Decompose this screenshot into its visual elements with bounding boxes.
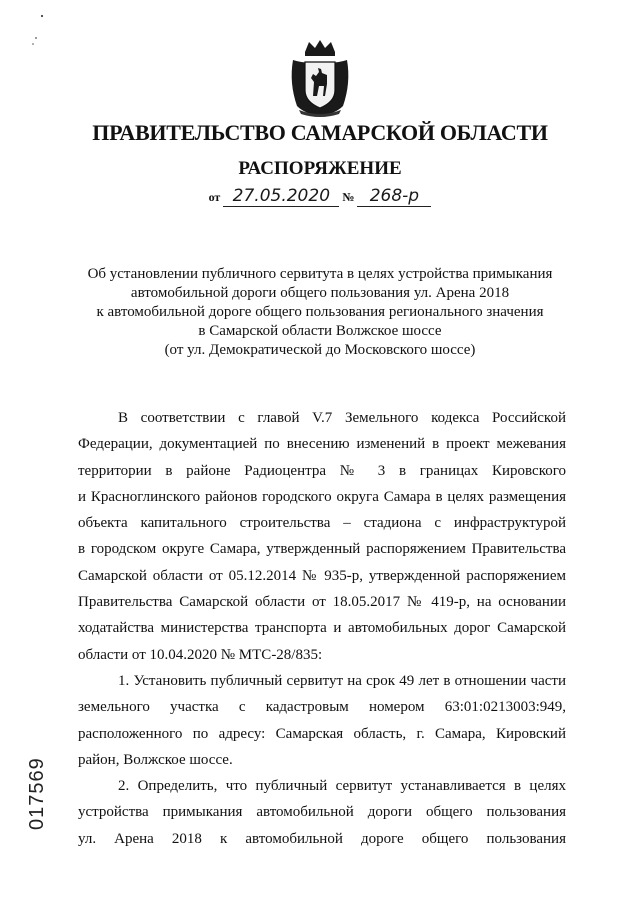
document-date: 27.05.2020 — [223, 186, 339, 207]
preamble-paragraph — [78, 405, 566, 668]
body-line: Самарской области от 05.12.2014 № 935-р, утвержденной распоряжением — [78, 567, 566, 584]
clause-2-paragraph — [78, 773, 566, 852]
subject-line: в Самарской области Волжское шоссе — [198, 323, 442, 339]
body-line: в городском округе Самара, утвержденный распоряжением Правительства — [78, 541, 566, 558]
body-line: территории в районе Радиоцентра № 3 в границах Кировского — [78, 462, 566, 479]
number-prefix: № — [342, 190, 355, 204]
registration-number: 017569 — [26, 757, 48, 830]
document-body — [78, 405, 566, 852]
body-line: объекта капитального строительства – стадиона с инфраструктурой — [78, 515, 566, 532]
clause-1-paragraph — [78, 668, 566, 773]
subject-line: к автомобильной дороге общего пользования регионального значения — [96, 304, 544, 320]
body-line: В соответствии с главой V.7 Земельного кодекса Российской — [118, 410, 566, 426]
body-line: район, Волжское шоссе. — [78, 751, 233, 768]
body-line: земельного участка с кадастровым номером 63:01:0213003:949, — [78, 699, 566, 716]
document-subject — [60, 265, 580, 360]
body-line: Правительства Самарской области от 18.05.2017 № 419-р, на основании — [78, 594, 566, 611]
document-number: 268-р — [357, 186, 431, 207]
body-line: ходатайства министерства транспорта и автомобильных дорог Самарской — [78, 620, 566, 637]
organization-title: ПРАВИТЕЛЬСТВО САМАРСКОЙ ОБЛАСТИ — [92, 120, 548, 145]
date-number-line — [0, 186, 640, 207]
body-line: и Красноглинского районов городского округа Самара в целях размещения — [78, 488, 566, 505]
samara-coat-of-arms-icon — [285, 38, 355, 118]
date-prefix: от — [208, 190, 221, 204]
body-line: области от 10.04.2020 № МТС-28/835: — [78, 646, 323, 663]
body-line: 1. Установить публичный сервитут на срок 49 лет в отношении части — [118, 672, 566, 689]
subject-line: Об установлении публичного сервитута в целях устройства примыкания — [87, 266, 553, 282]
scan-specks — [30, 8, 50, 48]
document-type: РАСПОРЯЖЕНИЕ — [238, 158, 402, 179]
body-line: 2. Определить, что публичный сервитут устанавливается в целях — [118, 778, 566, 795]
body-line: Федерации, документацией по внесению изменений в проект межевания — [78, 436, 566, 453]
body-line: ул. Арена 2018 к автомобильной дороге общего пользования — [78, 830, 566, 847]
body-line: расположенного по адресу: Самарская область, г. Самара, Кировский — [78, 725, 566, 742]
subject-line: (от ул. Демократической до Московского шоссе) — [164, 342, 476, 358]
subject-line: автомобильной дороги общего пользования ул. Арена 2018 — [130, 285, 510, 301]
body-line: устройства примыкания автомобильной дороги общего пользования — [78, 804, 566, 821]
